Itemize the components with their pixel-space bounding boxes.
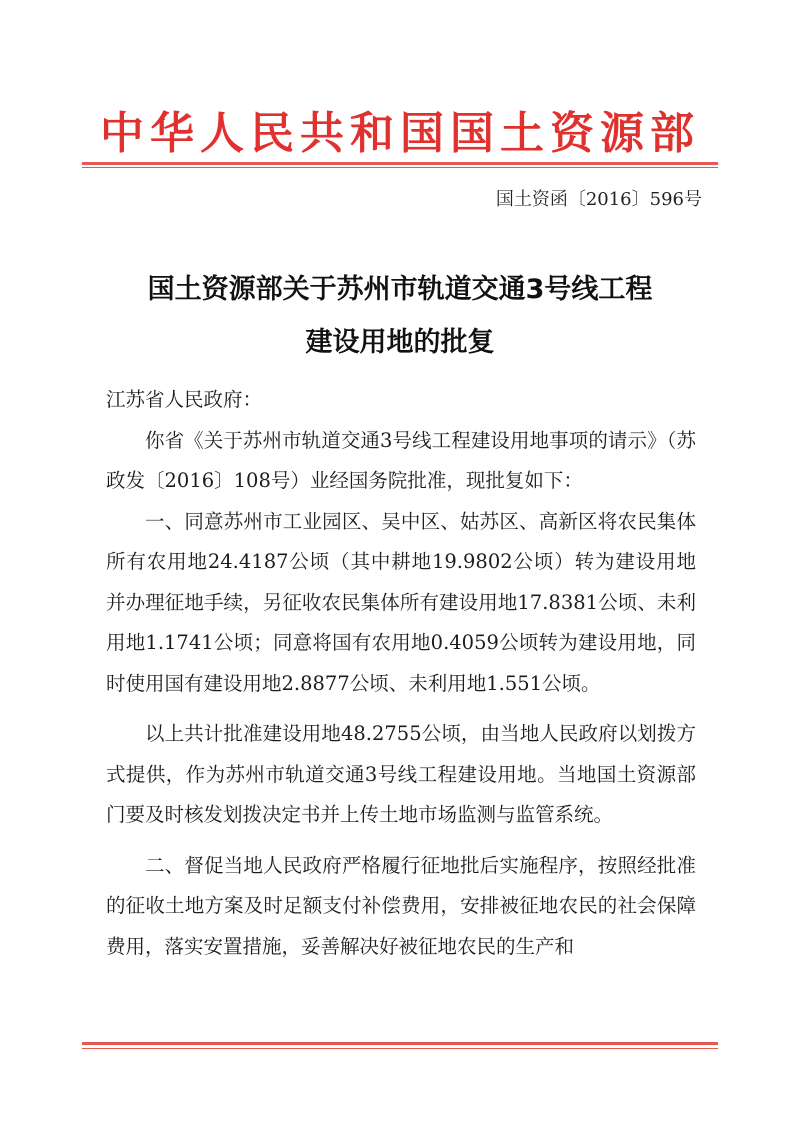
paragraph-intro: 你省《关于苏州市轨道交通3号线工程建设用地事项的请示》（苏政发〔2016〕108号）业经国务院批准，现批复如下： [106,428,696,492]
letterhead-title: 中华人民共和国国土资源部 [100,108,700,159]
document-body [106,380,696,967]
footer-rule-thick [82,1042,718,1045]
paragraph-item-2: 二、督促当地人民政府严格履行征地批后实施程序，按照经批准的征收土地方案及时足额支付补偿费用，安排被征地农民的社会保障费用，落实安置措施，妥善解决好被征地农民的生产和 [106,853,696,958]
salutation: 江苏省人民政府： [106,388,263,411]
paragraph-item-1: 一、同意苏州市工业园区、吴中区、姑苏区、高新区将农民集体所有农用地24.4187公顷（其中耕地19.9802公顷）转为建设用地并办理征地手续，另征收农民集体所有建设用地17.8381公顷、未利用地1.1741公顷；同意将国有农用地0.4059公顷转为建设用地，同时使用国有建设用地2.8877公顷、未利用地1.551公顷。 [106,509,696,695]
document-title-line1: 国土资源部关于苏州市轨道交通3号线工程 [147,274,653,305]
document-number: 国土资函〔2016〕596号 [495,189,702,210]
letterhead-rule-thick [82,162,718,165]
paragraph-total: 以上共计批准建设用地48.2755公顷，由当地人民政府以划拨方式提供，作为苏州市轨道交通3号线工程建设用地。当地国土资源部门要及时核发划拨决定书并上传土地市场监测与监管系统。 [106,722,696,826]
footer-rule-thin [82,1048,718,1049]
letterhead-rule-thin [82,167,718,168]
document-title-line2: 建设用地的批复 [305,327,495,358]
